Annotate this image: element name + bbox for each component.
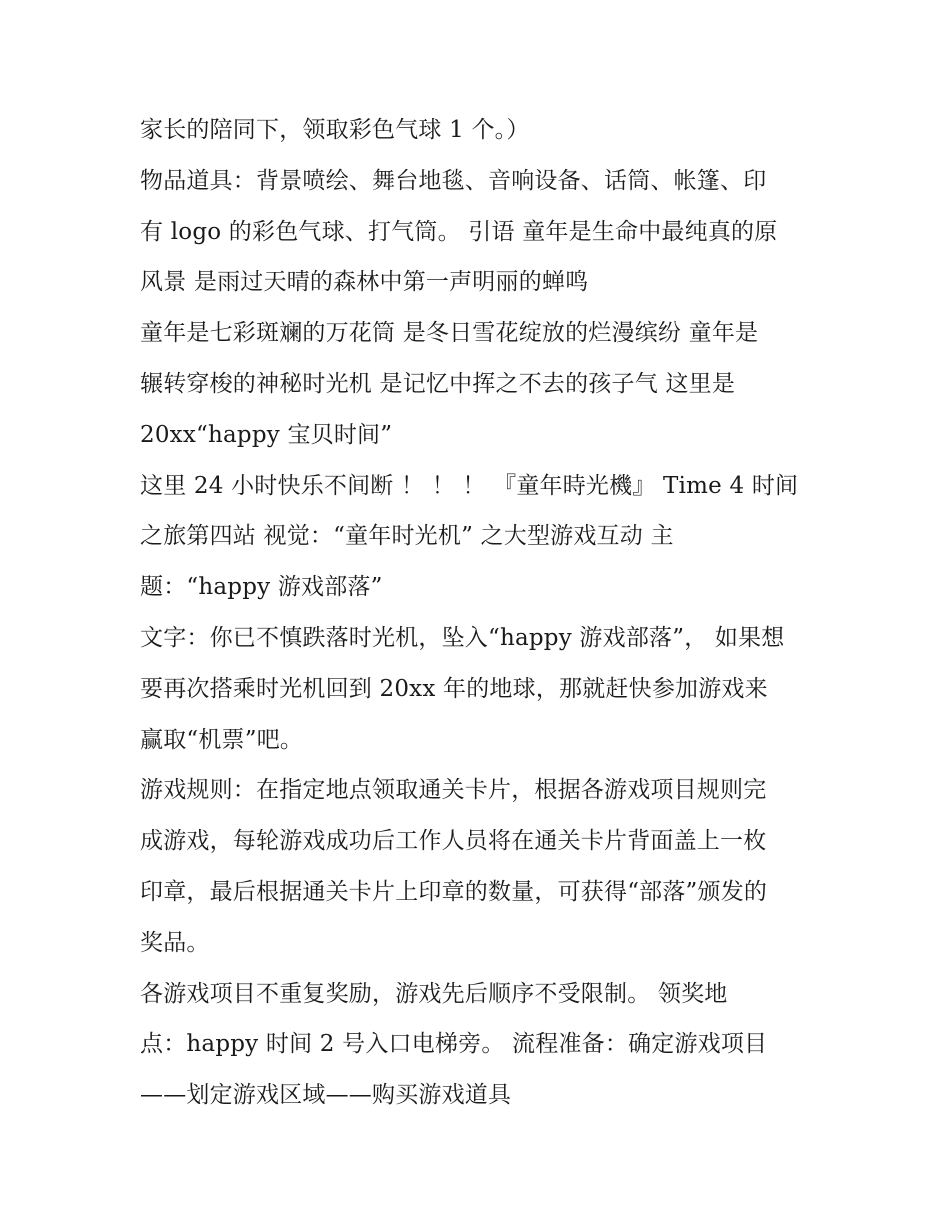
text-line: 各游戏项目不重复奖励，游戏先后顺序不受限制。 领奖地 [140,980,728,1007]
text-line: 家长的陪同下，领取彩色气球 1 个。） [140,117,530,143]
text-line: 奖品。 [140,929,210,956]
text-line: 20xx“happy 宝贝时间” [140,421,393,448]
text-line: ——划定游戏区域——购买游戏道具 [140,1082,512,1109]
document-page [140,105,820,1121]
text-line: 要再次搭乘时光机回到 20xx 年的地球，那就赶快参加游戏来 [140,675,768,702]
text-line: 之旅第四站 视觉：“童年时光机” 之大型游戏互动 主 [140,523,674,550]
text-line: 成游戏，每轮游戏成功后工作人员将在通关卡片背面盖上一枚 [140,828,767,855]
text-line: 点：happy 时间 2 号入口电梯旁。 流程准备：确定游戏项目 [140,1031,768,1058]
text-line: 赢取“机票”吧。 [140,726,304,753]
text-line: 童年是七彩斑斓的万花筒 是冬日雪花绽放的烂漫缤纷 童年是 [140,320,759,347]
text-line: 游戏规则：在指定地点领取通关卡片，根据各游戏项目规则完 [140,777,767,804]
text-line: 题：“happy 游戏部落” [140,574,383,601]
text-line: 这里 24 小时快乐不间断 ！ ！ ！ 『童年時光機』 Time 4 时间 [140,472,799,499]
text-line: 文字：你已不慎跌落时光机，坠入“happy 游戏部落”， 如果想 [140,624,785,651]
text-line: 印章，最后根据通关卡片上印章的数量，可获得“部落”颁发的 [140,878,768,905]
text-line: 辗转穿梭的神秘时光机 是记忆中挥之不去的孩子气 这里是 [140,370,736,397]
text-line: 有 logo 的彩色气球、打气筒。 引语 童年是生命中最纯真的原 [140,218,778,245]
text-line: 风景 是雨过天晴的森林中第一声明丽的蝉鸣 [140,269,589,296]
text-line: 物品道具：背景喷绘、舞台地毯、音响设备、话筒、帐篷、印 [140,167,767,194]
